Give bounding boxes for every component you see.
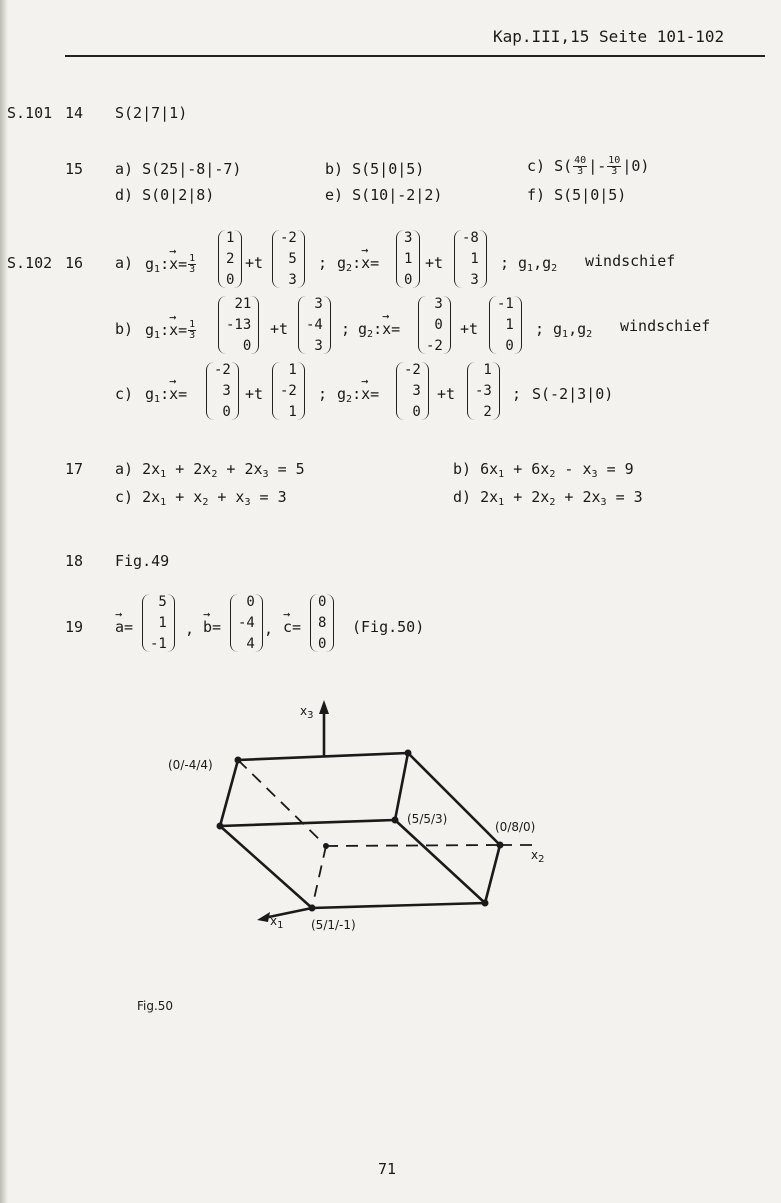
problem-16b-matrix-4: -1 1 0 [489, 296, 522, 354]
problem-16c-matrix-2: 1 -2 1 [272, 362, 305, 420]
problem-16c-plus-t-1: +t [245, 385, 264, 403]
problem-16b-label: b) [115, 320, 134, 338]
problem-16a-matrix-3: 3 1 0 [396, 230, 420, 288]
problem-16a-g1: $g_1:\to x=$ $\frac{1}{3}$ [145, 254, 197, 275]
edge [312, 903, 485, 908]
problem-15e: e) S(10|-2|2) [325, 186, 443, 204]
problem-19-vector-c: 0 8 0 [310, 594, 334, 652]
problem-16a-plus-t-2: +t [425, 254, 444, 272]
problem-15c-mid: |- [588, 157, 607, 175]
problem-16b-matrix-1: 21 -13 0 [218, 296, 259, 354]
problem-16b-matrix-2: 3 -4 3 [298, 296, 331, 354]
problem-17b: b) $6x_1 + 6x_2 - x_3 = 9$ [453, 460, 634, 480]
problem-19-fig-ref: (Fig.50) [352, 618, 425, 636]
problem-16a-label: a) [115, 254, 134, 272]
problem-18-answer: Fig.49 [115, 552, 170, 570]
problem-16a-semicolon-2: ; [500, 254, 510, 272]
vertex [217, 823, 224, 830]
problem-16c-matrix-1: -2 3 0 [206, 362, 239, 420]
vertex [482, 900, 489, 907]
problem-16c-g2: $g_2:\to x=$ [337, 385, 379, 405]
vertex [497, 842, 504, 849]
arrow-x1 [257, 912, 270, 922]
problem-16b-matrix-3: 3 0 -2 [418, 296, 451, 354]
page-header: Kap.III,15 Seite 101-102 [493, 27, 725, 46]
vertex [235, 757, 242, 764]
problem-19-b-label: → b= [203, 618, 221, 636]
problem-16c-matrix-3: -2 3 0 [396, 362, 429, 420]
problem-16-number: 16 [65, 254, 84, 272]
problem-16a-semicolon-1: ; [318, 254, 328, 272]
edge [220, 760, 238, 826]
fraction-1-3: $\frac{1}{3}$ [189, 319, 196, 341]
problem-19-vector-b: 0 -4 4 [230, 594, 263, 652]
problem-16c-g1: $g_1:\to x=$ [145, 385, 187, 405]
axis-x2-label: $x_2$ [531, 848, 545, 865]
problem-16b-plus-t-2: +t [460, 320, 479, 338]
problem-17a: a) $2x_1 + 2x_2 + 2x_3 = 5$ [115, 460, 305, 480]
page-ref-102: S.102 [7, 254, 53, 272]
problem-16a-matrix-4: -8 1 3 [454, 230, 487, 288]
problem-19-number: 19 [65, 618, 84, 636]
vertex [323, 843, 329, 849]
problem-16c-result: S(-2|3|0) [532, 385, 614, 403]
problem-16b-semicolon-1: ; [341, 320, 351, 338]
problem-16b-g2: $g_2:\to x=$ [358, 320, 400, 340]
problem-14-number: 14 [65, 104, 84, 122]
axis-x3-label: $x_3$ [300, 704, 314, 721]
problem-16a-lines: $g_1,g_2$ [518, 254, 558, 274]
problem-15c-pre: c) S( [527, 157, 573, 175]
problem-15b: b) S(5|0|5) [325, 160, 425, 178]
fraction-40-3: $\frac{40}{3}$ [574, 155, 587, 177]
problem-16c-matrix-4: 1 -3 2 [467, 362, 500, 420]
problem-17d: d) $2x_1 + 2x_2 + 2x_3 = 3$ [453, 488, 643, 508]
point-label-bottom: (5/1/-1) [311, 918, 356, 932]
problem-18-number: 18 [65, 552, 84, 570]
problem-16b-lines: $g_1,g_2$ [553, 320, 593, 340]
problem-15-number: 15 [65, 160, 84, 178]
problem-16c-semicolon-2: ; [512, 385, 522, 403]
edge [220, 820, 395, 826]
hidden-edge [312, 846, 326, 908]
problem-16a-matrix-2: -2 5 3 [272, 230, 305, 288]
problem-19-a-label: → a= [115, 618, 133, 636]
edge [408, 753, 500, 845]
arrow-x3 [319, 700, 329, 714]
problem-16c-plus-t-2: +t [437, 385, 456, 403]
problem-14-answer: S(2|7|1) [115, 104, 188, 122]
point-label-mid: (5/5/3) [407, 812, 448, 826]
problem-16c-label: c) [115, 385, 134, 403]
problem-15c-post: |0) [622, 157, 650, 175]
point-label-right: (0/8/0) [495, 820, 536, 834]
problem-15f: f) S(5|0|5) [527, 186, 627, 204]
axis-x1-label: $x_1$ [270, 914, 284, 931]
edge [395, 753, 408, 820]
problem-16a-matrix-1: 1 2 0 [218, 230, 242, 288]
edge [485, 845, 500, 903]
problem-16b-semicolon-2: ; [535, 320, 545, 338]
problem-15a: a) S(25|-8|-7) [115, 160, 242, 178]
hidden-edge [326, 845, 500, 846]
vertex [309, 905, 316, 912]
problem-15d: d) S(0|2|8) [115, 186, 215, 204]
problem-17-number: 17 [65, 460, 84, 478]
hidden-edge [238, 760, 326, 846]
problem-16b-skew: windschief [620, 317, 711, 335]
problem-17c: c) $2x_1 + x_2 + x_3 = 3$ [115, 488, 287, 508]
vertex [392, 817, 399, 824]
problem-16c-semicolon-1: ; [318, 385, 328, 403]
problem-16a-g2: $g_2:\to x=$ [337, 254, 379, 274]
problem-19-vector-a: 5 1 -1 [142, 594, 175, 652]
problem-16b-plus-t-1: +t [270, 320, 289, 338]
problem-19-c-label: → c= [283, 618, 301, 636]
edge [220, 826, 312, 908]
problem-16b-g1: $g_1:\to x=$ $\frac{1}{3}$ [145, 320, 197, 341]
edge [395, 820, 485, 903]
page-ref-101: S.101 [7, 104, 53, 122]
problem-16a-plus-t-1: +t [245, 254, 264, 272]
problem-19-comma-1: , [185, 620, 195, 638]
point-label-top: (0/-4/4) [168, 758, 213, 772]
problem-19-comma-2: , [264, 620, 274, 638]
fraction-10-3: $\frac{10}{3}$ [608, 155, 621, 177]
figure-caption: Fig.50 [137, 999, 174, 1013]
fraction-1-3: $\frac{1}{3}$ [189, 253, 196, 275]
problem-16a-skew: windschief [585, 252, 676, 270]
vertex [405, 750, 412, 757]
page-number: 71 [378, 1160, 397, 1178]
